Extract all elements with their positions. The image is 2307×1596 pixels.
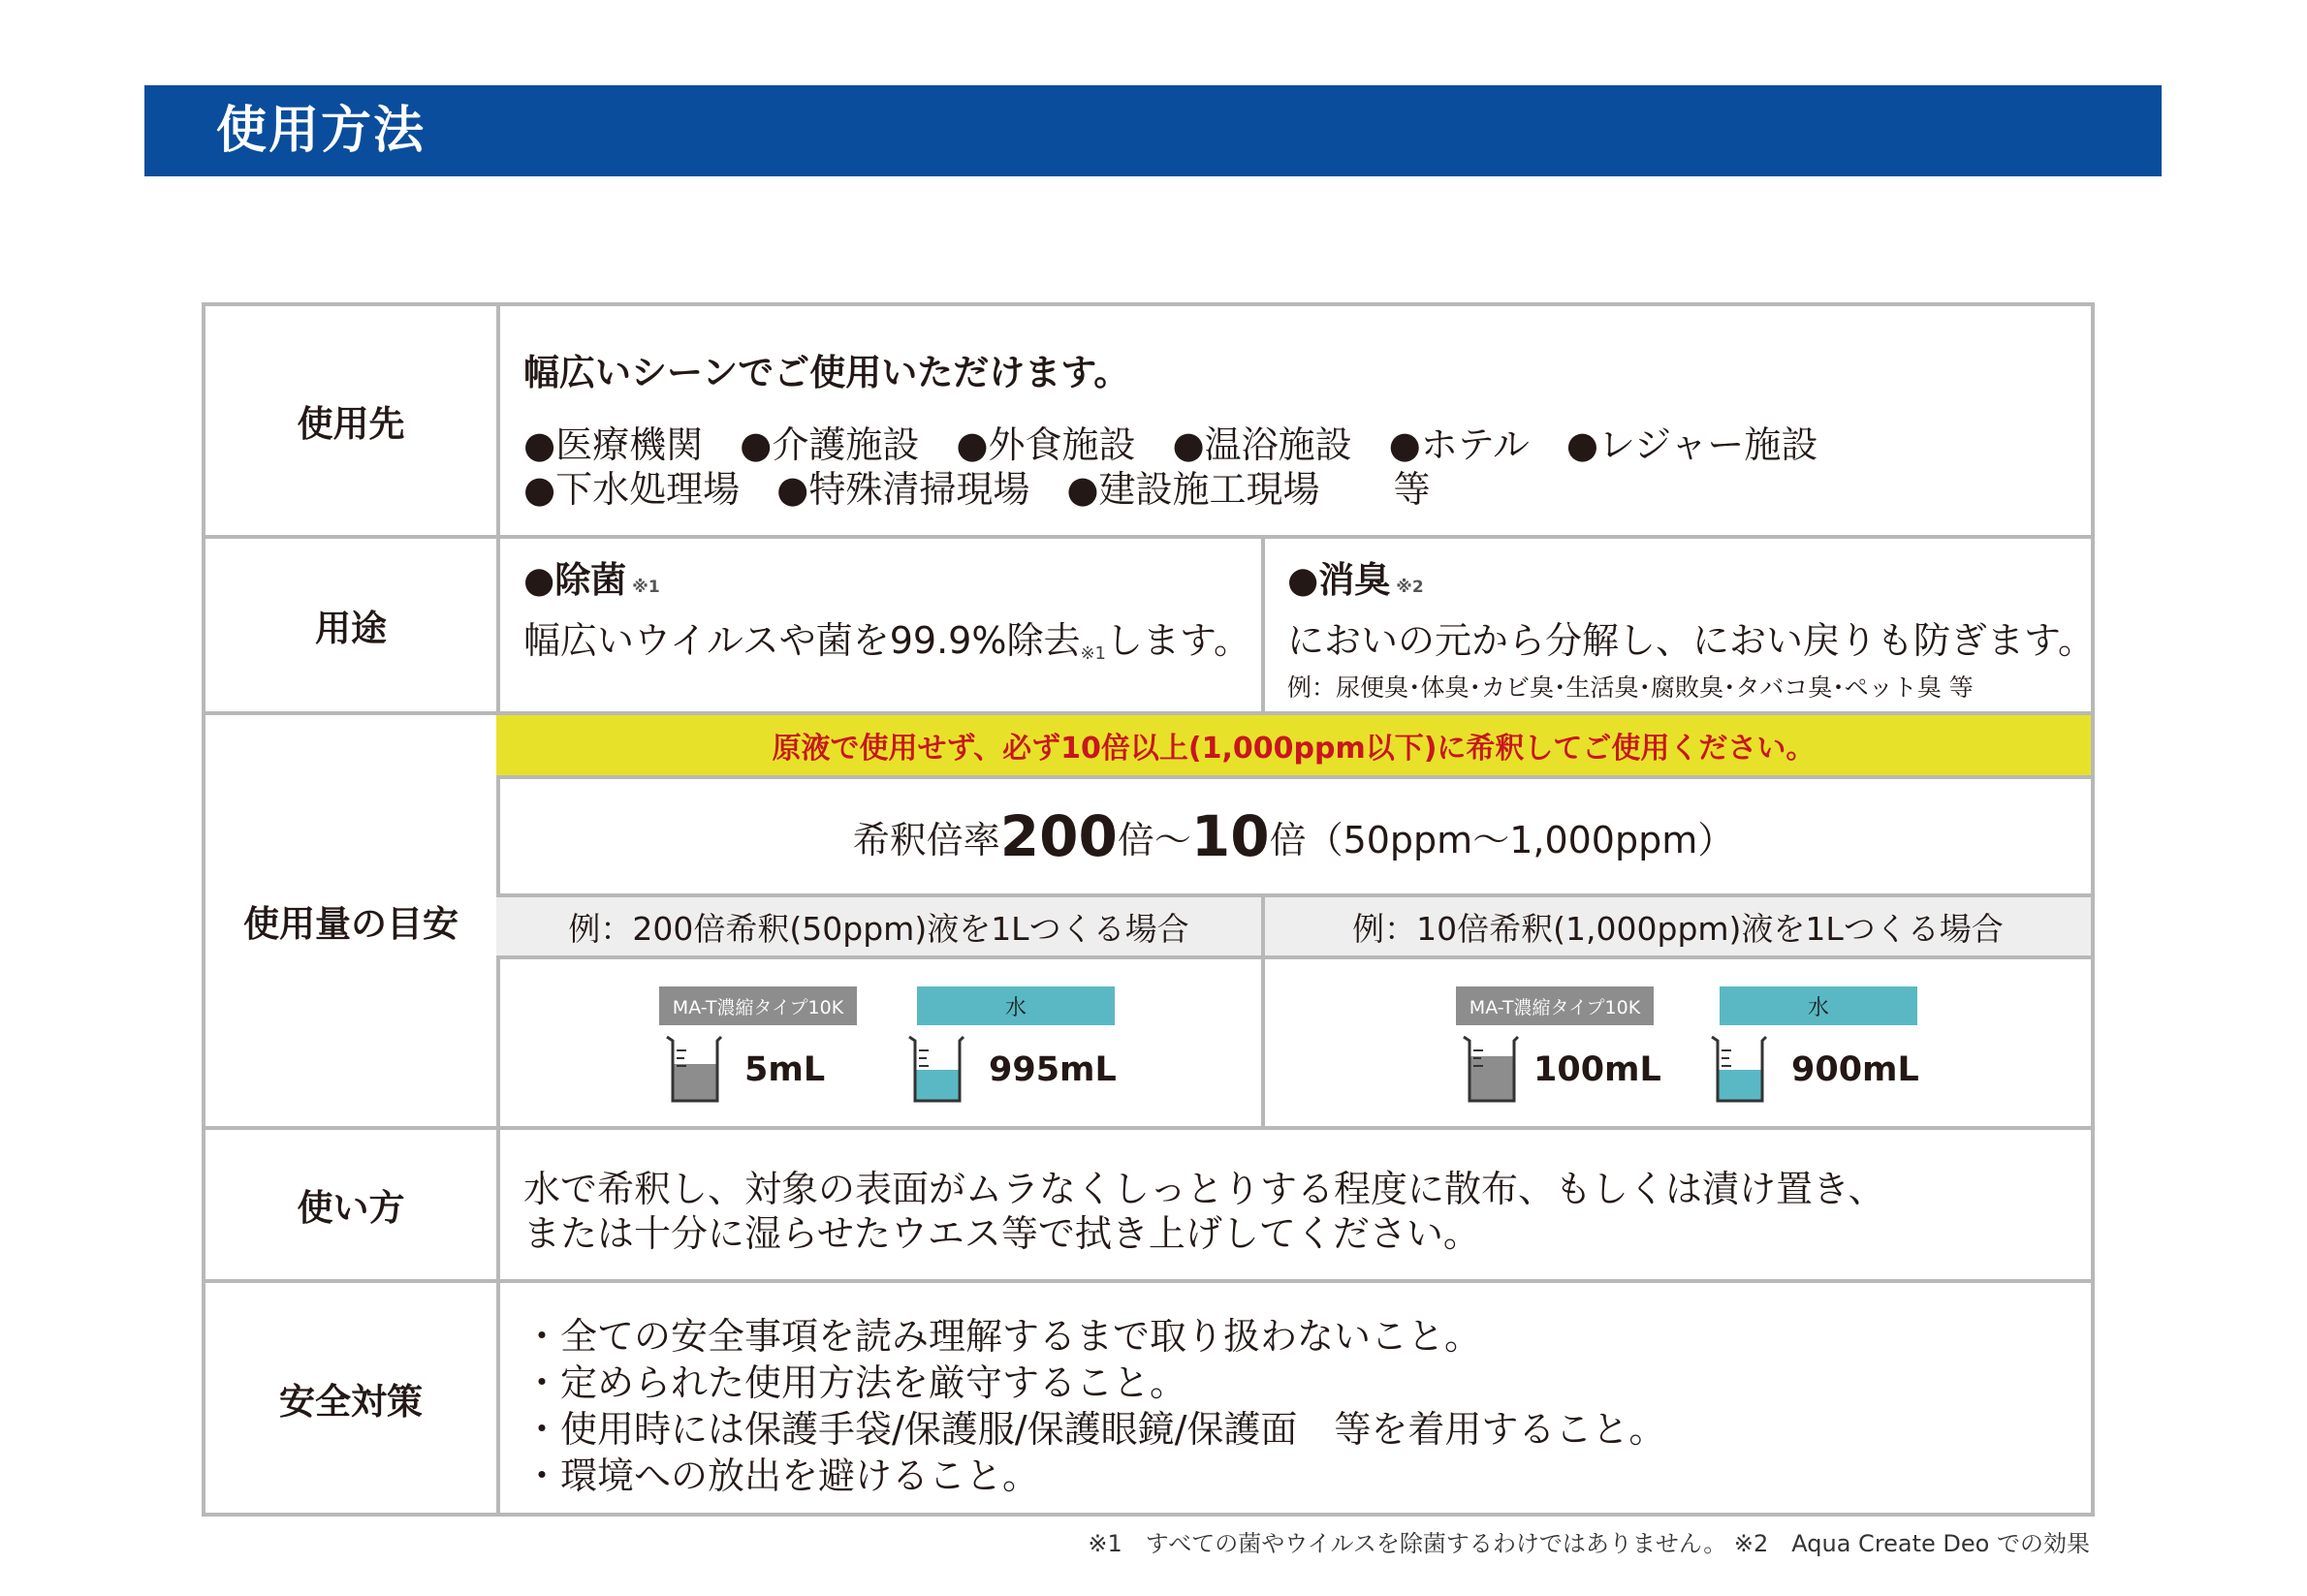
- usage-place-list-line1: ●医療機関 ●介護施設 ●外食施設 ●温浴施設 ●ホテル ●レジャー施設: [523, 423, 1818, 466]
- sterilize-title: [523, 550, 660, 603]
- ratio-prefix: 希釈倍率: [852, 818, 1000, 861]
- sterilize-text-end: します。: [1106, 619, 1250, 662]
- section-title: 使用方法: [216, 102, 427, 160]
- product-tag: MA-T濃縮タイプ10K: [1456, 986, 1654, 1025]
- usage-place-heading: 幅広いシーンでご使用いただけます。: [523, 352, 1130, 393]
- safety-item: ・全ての安全事項を読み理解するまで取り扱わないこと。: [523, 1315, 1482, 1358]
- sterilize-text-main: 幅広いウイルスや菌を99.9%除去: [523, 619, 1081, 662]
- row-label-safety: 安全対策: [279, 1380, 423, 1423]
- sterilize-title-text: ●除菌: [523, 559, 627, 601]
- deodorize-title-text: ●消臭: [1287, 559, 1391, 601]
- dilution-ratio: [496, 779, 2091, 893]
- water-tag: 水: [1720, 986, 1917, 1025]
- right-product-amount: 100mL: [1533, 1050, 1661, 1089]
- how-to-use-line1: 水で希釈し、対象の表面がムラなくしっとりする程度に散布、もしくは漬け置き、: [523, 1168, 1885, 1210]
- how-to-use-line2: または十分に湿らせたウエス等で拭き上げしてください。: [523, 1212, 1480, 1255]
- beaker-product-icon: [665, 1035, 725, 1105]
- section-header: [144, 85, 2162, 176]
- ratio-suffix: 倍（50ppm～1,000ppm）: [1269, 818, 1735, 861]
- safety-item: ・使用時には保護手袋/保護服/保護眼鏡/保護面 等を着用すること。: [523, 1408, 1666, 1451]
- safety-item: ・定められた使用方法を厳守すること。: [523, 1361, 1187, 1404]
- right-water-amount: 900mL: [1791, 1050, 1919, 1089]
- left-water-amount: 995mL: [989, 1050, 1117, 1089]
- beaker-product-icon: [1462, 1035, 1522, 1105]
- row-label-how-to-use: 使い方: [297, 1187, 405, 1229]
- sterilize-text: [523, 610, 1250, 664]
- column-divider: [1261, 535, 1265, 711]
- deodorize-note: ※2: [1396, 578, 1424, 597]
- beaker-water-icon: [907, 1035, 967, 1105]
- example-left-header: 例：200倍希釈(50ppm)液を1Lつくる場合: [496, 897, 1261, 955]
- sterilize-text-note: ※1: [1080, 643, 1106, 664]
- beaker-water-icon: [1710, 1035, 1770, 1105]
- row-label-usage-place: 使用先: [297, 403, 405, 445]
- usage-table: [202, 302, 2095, 1517]
- deodorize-text: においの元から分解し、におい戻りも防ぎます。: [1287, 619, 2095, 662]
- sterilize-note: ※1: [632, 578, 660, 597]
- dilution-warning: 原液で使用せず、必ず10倍以上(1,000ppm以下)に希釈してご使用ください。: [496, 715, 2091, 775]
- ratio-min: 10: [1190, 803, 1270, 869]
- row-label-amount: 使用量の目安: [243, 903, 458, 945]
- deodorize-example: 例：尿便臭･体臭･カビ臭･生活臭･腐敗臭･タバコ臭･ペット臭 等: [1287, 673, 1974, 702]
- row-label-purpose: 用途: [315, 608, 387, 649]
- row-divider: [496, 955, 2091, 959]
- example-right-header: 例：10倍希釈(1,000ppm)液を1Lつくる場合: [1265, 897, 2091, 955]
- product-tag: MA-T濃縮タイプ10K: [659, 986, 857, 1025]
- footnote: ※1 すべての菌やウイルスを除菌するわけではありません。 ※2 Aqua Create Deo での効果: [1088, 1530, 2090, 1557]
- ratio-mid: 倍～: [1117, 818, 1191, 861]
- deodorize-title: [1287, 550, 1424, 603]
- ratio-max: 200: [999, 803, 1118, 869]
- safety-item: ・環境への放出を避けること。: [523, 1455, 1040, 1497]
- usage-place-list-line2: ●下水処理場 ●特殊清掃現場 ●建設施工現場 等: [523, 468, 1431, 511]
- water-tag: 水: [917, 986, 1115, 1025]
- left-product-amount: 5mL: [744, 1050, 826, 1089]
